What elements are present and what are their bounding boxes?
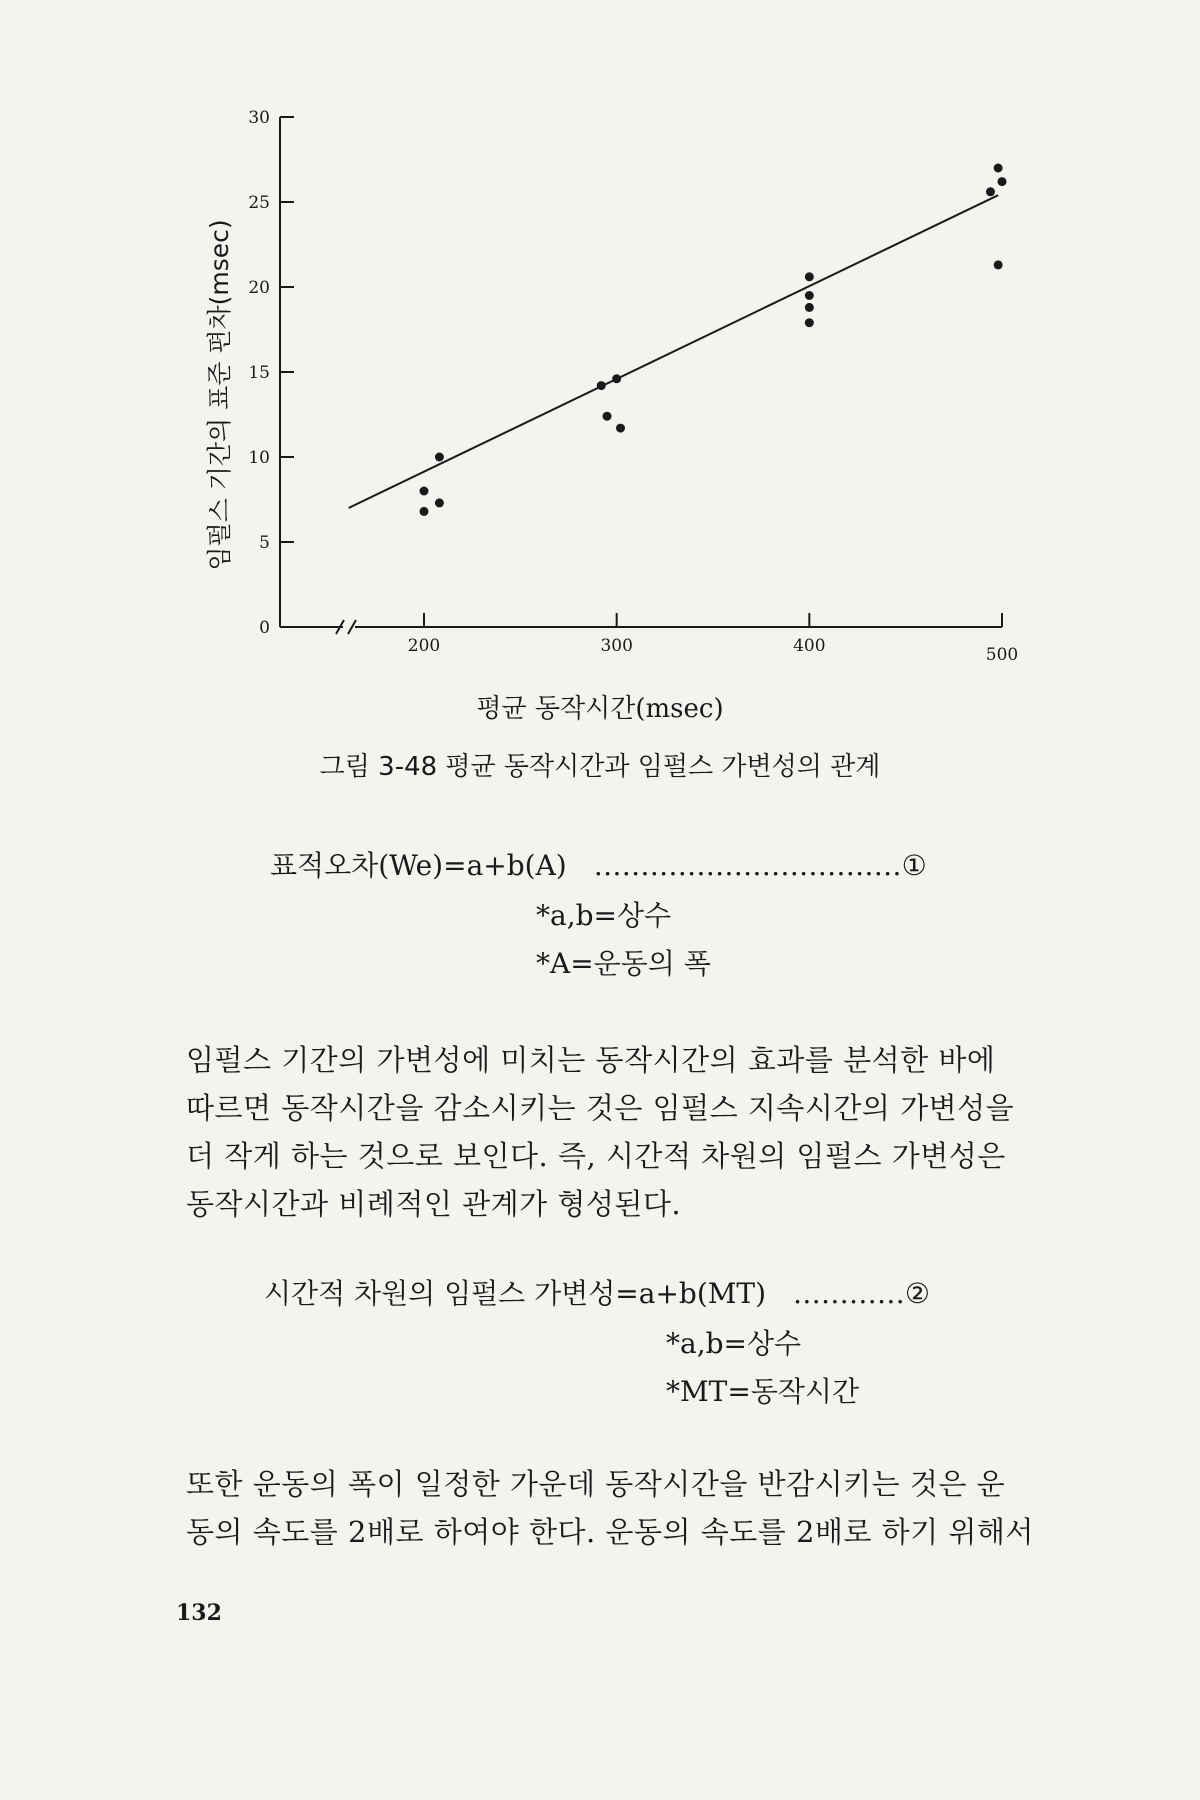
scatter-chart — [0, 0, 1200, 700]
y-axis-label: 임펄스 기간의 표준 편차(msec) — [205, 219, 234, 571]
paragraph-1 — [186, 1036, 1046, 1228]
equation-1-note-amplitude: *A=운동의 폭 — [536, 947, 711, 980]
y-tick-label: 10 — [248, 448, 270, 468]
paragraph-2 — [186, 1460, 1046, 1556]
x-axis-break-mark — [348, 620, 356, 634]
data-point — [805, 291, 814, 300]
y-tick-label: 5 — [259, 533, 270, 553]
data-point — [435, 453, 444, 462]
paragraph-1-line: 더 작게 하는 것으로 보인다. 즉, 시간적 차원의 임펄스 가변성은 — [186, 1139, 1006, 1173]
data-point — [616, 424, 625, 433]
paragraph-2-line: 또한 운동의 폭이 일정한 가운데 동작시간을 반감시키는 것은 운 — [186, 1467, 1006, 1501]
chart-axes — [280, 117, 1002, 634]
equation-1-note-constants: *a,b=상수 — [536, 899, 672, 932]
data-points — [420, 164, 1007, 516]
paragraph-1-line: 임펄스 기간의 가변성에 미치는 동작시간의 효과를 분석한 바에 — [186, 1043, 996, 1077]
equation-2-note-constants: *a,b=상수 — [666, 1327, 802, 1360]
page-number: 132 — [176, 1600, 222, 1626]
y-tick-label: 25 — [248, 193, 270, 213]
data-point — [603, 412, 612, 421]
data-point — [986, 187, 995, 196]
data-point — [998, 177, 1007, 186]
y-tick-label: 0 — [259, 618, 270, 638]
chart-ticks — [248, 108, 1018, 665]
equation-1-leader: ……………………………① — [593, 849, 927, 882]
fit-line — [349, 195, 999, 508]
data-point — [420, 487, 429, 496]
equation-2-note-mt: *MT=동작시간 — [666, 1375, 859, 1408]
paragraph-2-line: 동의 속도를 2배로 하여야 한다. 운동의 속도를 2배로 하기 위해서 — [186, 1515, 1034, 1549]
data-point — [994, 260, 1003, 269]
y-tick-label: 15 — [248, 363, 270, 383]
y-tick-label: 30 — [248, 108, 270, 128]
data-point — [805, 318, 814, 327]
equation-2-leader: …………② — [792, 1277, 931, 1310]
x-tick-label: 200 — [407, 636, 441, 656]
paragraph-1-line: 따르면 동작시간을 감소시키는 것은 임펄스 지속시간의 가변성을 — [186, 1091, 1015, 1125]
x-axis-label: 평균 동작시간(msec) — [476, 694, 724, 724]
x-tick-label: 400 — [793, 636, 826, 656]
equation-1-formula: 표적오차(We)=a+b(A) — [270, 849, 567, 882]
paragraph-1-line: 동작시간과 비례적인 관계가 형성된다. — [186, 1187, 682, 1221]
data-point — [420, 507, 429, 516]
data-point — [805, 272, 814, 281]
data-point — [597, 381, 606, 390]
figure-caption: 그림 3-48 평균 동작시간과 임펄스 가변성의 관계 — [319, 752, 881, 782]
y-tick-label: 20 — [248, 278, 270, 298]
data-point — [805, 303, 814, 312]
equation-2 — [264, 1272, 930, 1312]
equation-1 — [270, 844, 927, 884]
x-tick-label: 500 — [985, 645, 1019, 665]
x-tick-label: 300 — [600, 636, 633, 656]
data-point — [435, 498, 444, 507]
data-point — [612, 374, 621, 383]
regression-line — [349, 195, 999, 508]
data-point — [994, 164, 1003, 173]
equation-2-formula: 시간적 차원의 임펄스 가변성=a+b(MT) — [264, 1277, 767, 1310]
